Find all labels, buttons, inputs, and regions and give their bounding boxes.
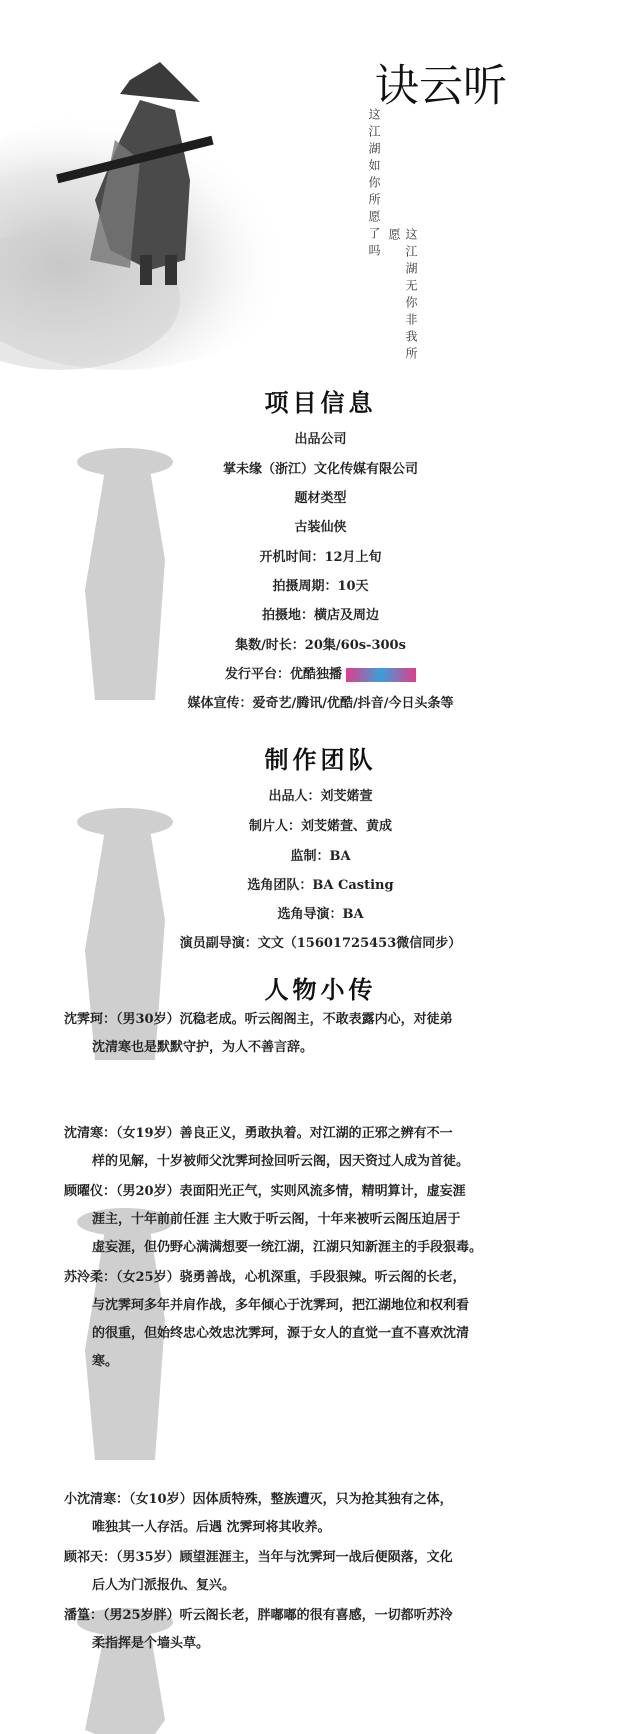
company-name: 掌未缘（浙江）文化传媒有限公司	[222, 462, 418, 477]
platform-text: 发行平台：优酷独播	[224, 667, 342, 682]
producer: 出品人：刘芠婼萱	[268, 789, 373, 804]
tagline-left: 这江湖如你所愿了吗	[367, 108, 381, 261]
team-heading: 制作团队	[264, 745, 377, 774]
project-info-heading: 项目信息	[264, 388, 377, 417]
swordsman-ink-illustration	[0, 0, 641, 370]
shoot-period: 拍摄周期：10天	[272, 579, 369, 594]
shoot-location: 拍摄地：横店及周边	[261, 608, 379, 623]
bio-item: 沈清寒：（女19岁）善良正义，勇敢执着。对江湖的正邪之辨有不一 样的见解，十岁被师父沈霁珂捡回听云阁，因天资过人成为首徒。	[64, 1126, 470, 1169]
casting-director: 选角导演：BA	[277, 907, 364, 922]
bio-item: 沈霁珂：（男30岁）沉稳老成。听云阁阁主，不敢表露内心，对徒弟 沈清寒也是默默守护，为人不善言辞。	[64, 1012, 453, 1055]
drama-title: 听 云 诀	[367, 62, 506, 112]
assistant-director: 演员副导演：文文（15601725453微信同步）	[179, 936, 462, 951]
bio-item: 顾曜仪：（男20岁）表面阳光正气，实则风流多情，精明算计，虚妄涯 涯主，十年前前任涯 主大败于听云阁，十年来被听云阁压迫居于 虚妄涯，但仍野心满满想要一统江湖，江湖只知新涯主的手段狠毒。	[64, 1184, 483, 1255]
genre-label: 题材类型	[294, 491, 347, 506]
company-label: 出品公司	[294, 432, 347, 447]
bio-item: 小沈清寒：（女10岁）因体质特殊，整族遭灭，只为抢其独有之体， 唯独其一人存活。后遇 沈霁珂将其收养。	[64, 1492, 453, 1535]
genre-value: 古装仙侠	[294, 520, 347, 535]
production-manager: 制片人：刘芠婼萱、黄成	[248, 819, 392, 834]
media-promotion: 媒体宣传：爱奇艺/腾讯/优酷/抖音/今日头条等	[187, 696, 454, 711]
start-time: 开机时间：12月上旬	[259, 550, 382, 565]
bio-item: 潘篁：（男25岁胖）听云阁长老，胖嘟嘟的很有喜感，一切都听苏泠 柔指挥是个墙头草。	[64, 1608, 453, 1651]
ink-figure-decoration	[70, 440, 180, 700]
supervisor: 监制：BA	[290, 849, 351, 864]
hero-banner	[0, 0, 641, 370]
episodes-duration: 集数/时长：20集/60s-300s	[235, 638, 406, 653]
bio-item: 苏泠柔：（女25岁）骁勇善战，心机深重，手段狠辣。听云阁的长老， 与沈霁珂多年并肩作战，多年倾心于沈霁珂，把江湖地位和权利看 的很重，但始终忠心效忠沈霁珂，源于女人的直觉一直不喜欢沈清 寒。	[64, 1270, 470, 1369]
tagline-right: 这江湖无你非我所愿	[387, 228, 418, 364]
casting-team: 选角团队：BA Casting	[247, 878, 394, 893]
character-bios-heading: 人物小传	[264, 975, 377, 1004]
platform-logo-badge	[346, 668, 416, 682]
release-platform	[0, 663, 641, 682]
bio-item: 顾祁天：（男35岁）顾望涯涯主，当年与沈霁珂一战后便陨落，文化 后人为门派报仇、复兴。	[64, 1550, 453, 1593]
